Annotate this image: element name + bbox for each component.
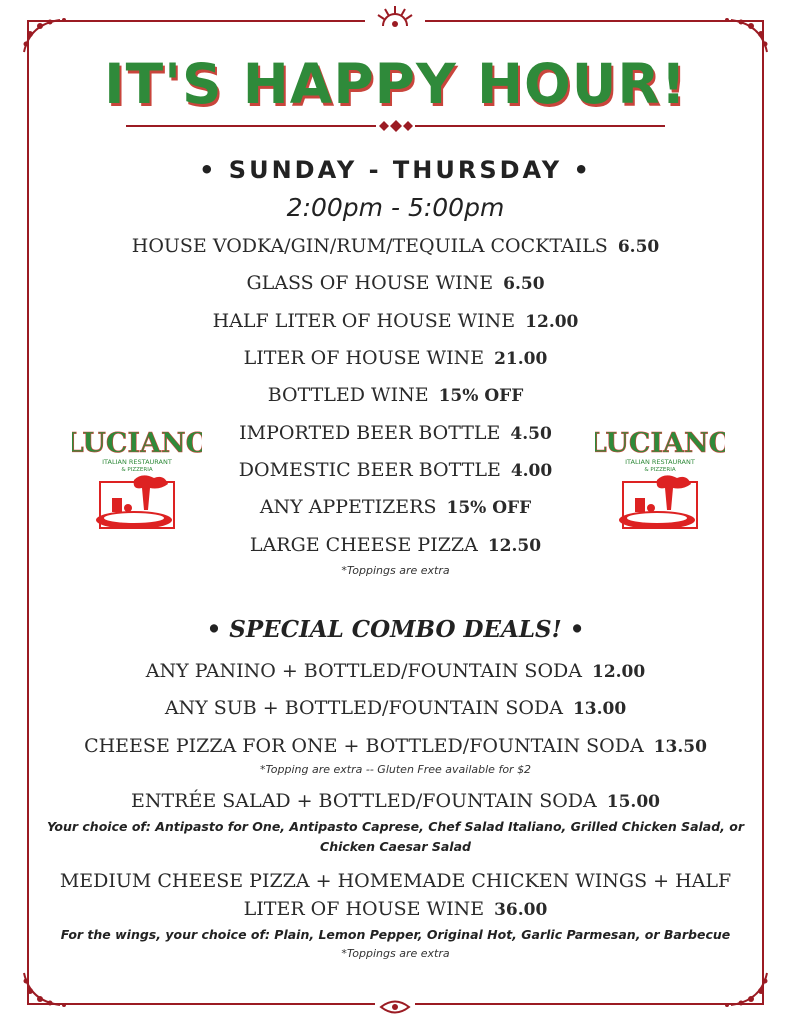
item-price: 12.50 — [487, 536, 542, 556]
item-name: DOMESTIC BEER BOTTLE — [238, 459, 501, 481]
logo-subtitle: & PIZZERIA — [644, 467, 676, 473]
item-description: For the wings, your choice of: Plain, Lemon Pepper, Original Hot, Garlic Parmesan, or Barbecue — [60, 927, 731, 942]
item-name: ANY PANINO + BOTTLED/FOUNTAIN SODA — [145, 660, 582, 682]
item-name: ANY SUB + BOTTLED/FOUNTAIN SODA — [164, 697, 563, 719]
item-name: GLASS OF HOUSE WINE — [246, 272, 494, 294]
sunburst-ornament-icon — [365, 2, 425, 32]
menu-item — [0, 310, 791, 332]
menu-item — [0, 347, 791, 369]
menu-item — [0, 384, 791, 406]
item-price: 6.50 — [503, 274, 545, 294]
item-name: HALF LITER OF HOUSE WINE — [212, 310, 516, 332]
item-price: 12.00 — [525, 312, 579, 332]
divider — [415, 125, 665, 127]
corner-ornament-icon — [715, 14, 771, 56]
logo-wordmark: LUCIANO — [595, 428, 725, 459]
item-name: HOUSE VODKA/GIN/RUM/TEQUILA COCKTAILS — [131, 235, 608, 257]
combo-item — [0, 898, 791, 920]
divider — [126, 125, 376, 127]
section-heading-days: • SUNDAY - THURSDAY • — [199, 156, 592, 184]
item-note: *Toppings are extra — [341, 564, 450, 577]
page-title: IT'S HAPPY HOUR! — [104, 52, 687, 116]
diamond-ornament-icon — [371, 118, 421, 134]
combo-item — [0, 735, 791, 757]
item-name: CHEESE PIZZA FOR ONE + BOTTLED/FOUNTAIN SODA — [84, 735, 644, 757]
item-price: 13.00 — [572, 699, 627, 719]
item-price: 15% OFF — [446, 498, 532, 518]
logo-subtitle: ITALIAN RESTAURANT — [625, 458, 695, 466]
item-price: 15.00 — [606, 792, 660, 812]
corner-ornament-icon — [20, 969, 76, 1011]
item-name: ANY APPETIZERS — [259, 496, 437, 518]
logo-subtitle: & PIZZERIA — [121, 467, 153, 473]
luciano-logo — [595, 420, 725, 540]
item-note: *Topping are extra -- Gluten Free available for $2 — [259, 763, 532, 776]
logo-subtitle: ITALIAN RESTAURANT — [102, 458, 172, 466]
combo-item — [0, 660, 791, 682]
menu-item — [0, 272, 791, 294]
item-name: LITER OF HOUSE WINE — [243, 347, 485, 369]
bottom-ornament-icon — [375, 996, 415, 1018]
luciano-logo — [72, 420, 202, 540]
combo-item-line1: MEDIUM CHEESE PIZZA + HOMEMADE CHICKEN WINGS + HALF — [59, 870, 732, 892]
menu-item — [0, 235, 791, 257]
item-description: Your choice of: Antipasto for One, Antipasto Caprese, Chef Salad Italiano, Grilled Chicken Salad, or Chicken Caesar Salad — [46, 819, 745, 854]
combo-item — [0, 790, 791, 812]
item-price: 4.50 — [510, 424, 552, 444]
item-price: 21.00 — [494, 349, 548, 369]
happy-hour-time: 2:00pm - 5:00pm — [286, 193, 505, 222]
item-name: LITER OF HOUSE WINE — [243, 898, 485, 920]
item-price: 15% OFF — [438, 386, 524, 406]
corner-ornament-icon — [20, 14, 76, 56]
item-name: LARGE CHEESE PIZZA — [249, 534, 478, 556]
section-heading-combos: • SPECIAL COMBO DEALS! • — [206, 616, 585, 643]
item-price: 13.50 — [653, 737, 707, 757]
item-name: BOTTLED WINE — [267, 384, 429, 406]
item-price: 12.00 — [591, 662, 646, 682]
logo-wordmark: LUCIANO — [72, 428, 202, 459]
item-name: ENTRÉE SALAD + BOTTLED/FOUNTAIN SODA — [131, 790, 597, 812]
corner-ornament-icon — [715, 969, 771, 1011]
item-name: IMPORTED BEER BOTTLE — [239, 422, 501, 444]
item-price: 6.50 — [617, 237, 660, 257]
item-note: *Toppings are extra — [341, 947, 450, 960]
item-price: 4.00 — [510, 461, 553, 481]
combo-item — [0, 697, 791, 719]
item-price: 36.00 — [494, 900, 548, 920]
